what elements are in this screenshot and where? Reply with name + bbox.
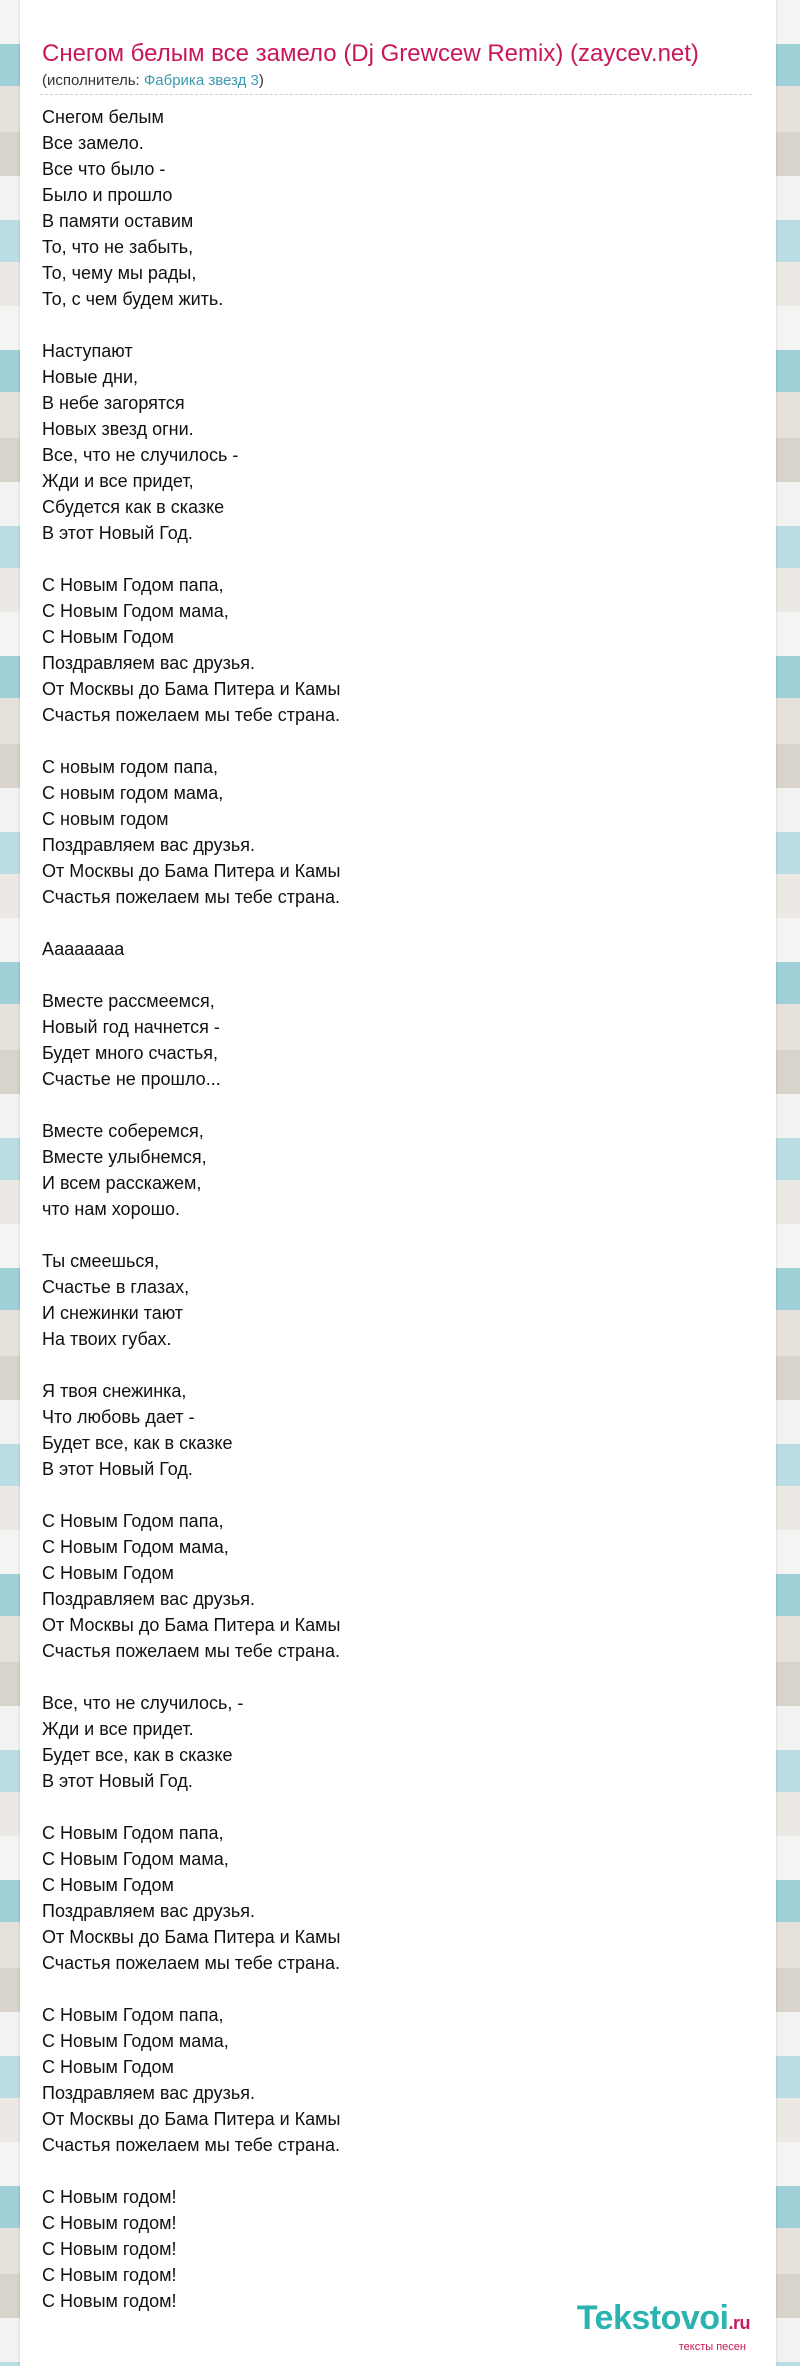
page-title: Снегом белым все замело (Dj Grewcew Remix) (zaycev.net)	[42, 40, 699, 67]
lyrics-line: С Новым годом!	[42, 2291, 177, 2311]
artist-prefix: (исполнитель:	[42, 72, 144, 89]
site-logo[interactable]	[577, 2300, 750, 2353]
lyrics-line: Я твоя снежинка,	[42, 1381, 187, 1401]
lyrics-line: Счастье не прошло...	[42, 1069, 221, 1089]
logo-tld: .ru	[728, 2313, 750, 2333]
lyrics-stanza	[42, 988, 341, 1092]
lyrics-line: С новым годом мама,	[42, 783, 224, 803]
lyrics-line: Счастья пожелаем мы тебе страна.	[42, 705, 340, 725]
lyrics-line: С Новым Годом папа,	[42, 1511, 224, 1531]
lyrics-line: Поздравляем вас друзья.	[42, 653, 255, 673]
artist-suffix: )	[258, 72, 264, 89]
lyrics-line: С новым годом	[42, 809, 169, 829]
lyrics-line: Счастья пожелаем мы тебе страна.	[42, 2135, 340, 2155]
lyrics-line: То, чему мы рады,	[42, 263, 197, 283]
lyrics-line: Поздравляем вас друзья.	[42, 835, 255, 855]
lyrics-line: С Новым Годом мама,	[42, 601, 229, 621]
artist-line	[42, 72, 264, 90]
lyrics-stanza	[42, 1690, 341, 1794]
lyrics-line: С Новым годом!	[42, 2187, 177, 2207]
lyrics-line: Поздравляем вас друзья.	[42, 1589, 255, 1609]
lyrics-line: И снежинки тают	[42, 1303, 184, 1323]
lyrics-line: То, с чем будем жить.	[42, 289, 224, 309]
lyrics-line: С Новым Годом	[42, 2057, 174, 2077]
lyrics-line: Вместе соберемся,	[42, 1121, 204, 1141]
lyrics-line: С Новым годом!	[42, 2239, 177, 2259]
lyrics-line: С Новым годом!	[42, 2213, 177, 2233]
lyrics-line: От Москвы до Бама Питера и Камы	[42, 2109, 341, 2129]
lyrics-card	[20, 0, 776, 2366]
lyrics-line: С Новым Годом мама,	[42, 1537, 229, 1557]
lyrics-stanza	[42, 572, 341, 728]
lyrics-line: Что любовь дает -	[42, 1407, 195, 1427]
lyrics-line: С новым годом папа,	[42, 757, 219, 777]
lyrics-line: С Новым Годом мама,	[42, 1849, 229, 1869]
lyrics-line: От Москвы до Бама Питера и Камы	[42, 1927, 341, 1947]
lyrics-line: Новый год начнется -	[42, 1017, 220, 1037]
lyrics-stanza	[42, 2184, 341, 2314]
lyrics-line: Наступают	[42, 341, 133, 361]
lyrics-line: С Новым Годом папа,	[42, 1823, 224, 1843]
lyrics-line: Счастья пожелаем мы тебе страна.	[42, 887, 340, 907]
lyrics-stanza	[42, 338, 341, 546]
lyrics-line: В памяти оставим	[42, 211, 194, 231]
lyrics-line: Все что было -	[42, 159, 166, 179]
lyrics-line: От Москвы до Бама Питера и Камы	[42, 1615, 341, 1635]
lyrics-stanza	[42, 1378, 341, 1482]
lyrics-line: С Новым Годом папа,	[42, 575, 224, 595]
lyrics-line: Счастье в глазах,	[42, 1277, 190, 1297]
lyrics-stanza	[42, 1248, 341, 1352]
lyrics-line: Новых звезд огни.	[42, 419, 194, 439]
lyrics-body	[42, 104, 341, 2340]
lyrics-line: Ты смеешься,	[42, 1251, 160, 1271]
lyrics-stanza	[42, 754, 341, 910]
lyrics-line: С Новым Годом	[42, 1875, 174, 1895]
lyrics-line: что нам хорошо.	[42, 1199, 181, 1219]
lyrics-line: Было и прошло	[42, 185, 173, 205]
lyrics-line: От Москвы до Бама Питера и Камы	[42, 861, 341, 881]
lyrics-line: Снегом белым	[42, 107, 164, 127]
lyrics-line: Счастья пожелаем мы тебе страна.	[42, 1641, 340, 1661]
lyrics-line: В этот Новый Год.	[42, 1771, 193, 1791]
lyrics-line: С Новым годом!	[42, 2265, 177, 2285]
lyrics-stanza	[42, 104, 341, 312]
lyrics-line: Вместе рассмеемся,	[42, 991, 215, 1011]
lyrics-line: Будет все, как в сказке	[42, 1433, 233, 1453]
divider	[40, 94, 752, 95]
lyrics-stanza	[42, 1508, 341, 1664]
lyrics-line: Будет все, как в сказке	[42, 1745, 233, 1765]
lyrics-line: Вместе улыбнемся,	[42, 1147, 207, 1167]
lyrics-line: В небе загорятся	[42, 393, 185, 413]
lyrics-line: С Новым Годом мама,	[42, 2031, 229, 2051]
lyrics-line: Ааааааaa	[42, 939, 125, 959]
lyrics-line: В этот Новый Год.	[42, 523, 193, 543]
logo-tagline: тексты песен	[678, 2341, 746, 2353]
lyrics-line: Жди и все придет,	[42, 471, 194, 491]
lyrics-stanza	[42, 1118, 341, 1222]
lyrics-line: В этот Новый Год.	[42, 1459, 193, 1479]
lyrics-line: На твоих губах.	[42, 1329, 172, 1349]
logo-name: Tekstovoi	[576, 2299, 729, 2337]
lyrics-line: То, что не забыть,	[42, 237, 194, 257]
lyrics-line: С Новым Годом	[42, 627, 174, 647]
lyrics-line: Будет много счастья,	[42, 1043, 219, 1063]
lyrics-line: Жди и все придет.	[42, 1719, 194, 1739]
lyrics-stanza	[42, 2002, 341, 2158]
artist-link[interactable]: Фабрика звезд 3	[143, 72, 259, 89]
lyrics-line: Новые дни,	[42, 367, 139, 387]
lyrics-line: С Новым Годом папа,	[42, 2005, 224, 2025]
lyrics-line: Поздравляем вас друзья.	[42, 1901, 255, 1921]
lyrics-line: Все, что не случилось, -	[42, 1693, 244, 1713]
lyrics-stanza	[42, 936, 341, 962]
lyrics-line: Сбудется как в сказке	[42, 497, 225, 517]
lyrics-line: От Москвы до Бама Питера и Камы	[42, 679, 341, 699]
lyrics-line: С Новым Годом	[42, 1563, 174, 1583]
lyrics-line: Все замело.	[42, 133, 144, 153]
lyrics-line: Счастья пожелаем мы тебе страна.	[42, 1953, 340, 1973]
lyrics-stanza	[42, 1820, 341, 1976]
lyrics-line: Поздравляем вас друзья.	[42, 2083, 255, 2103]
lyrics-line: Все, что не случилось -	[42, 445, 239, 465]
lyrics-line: И всем расскажем,	[42, 1173, 202, 1193]
